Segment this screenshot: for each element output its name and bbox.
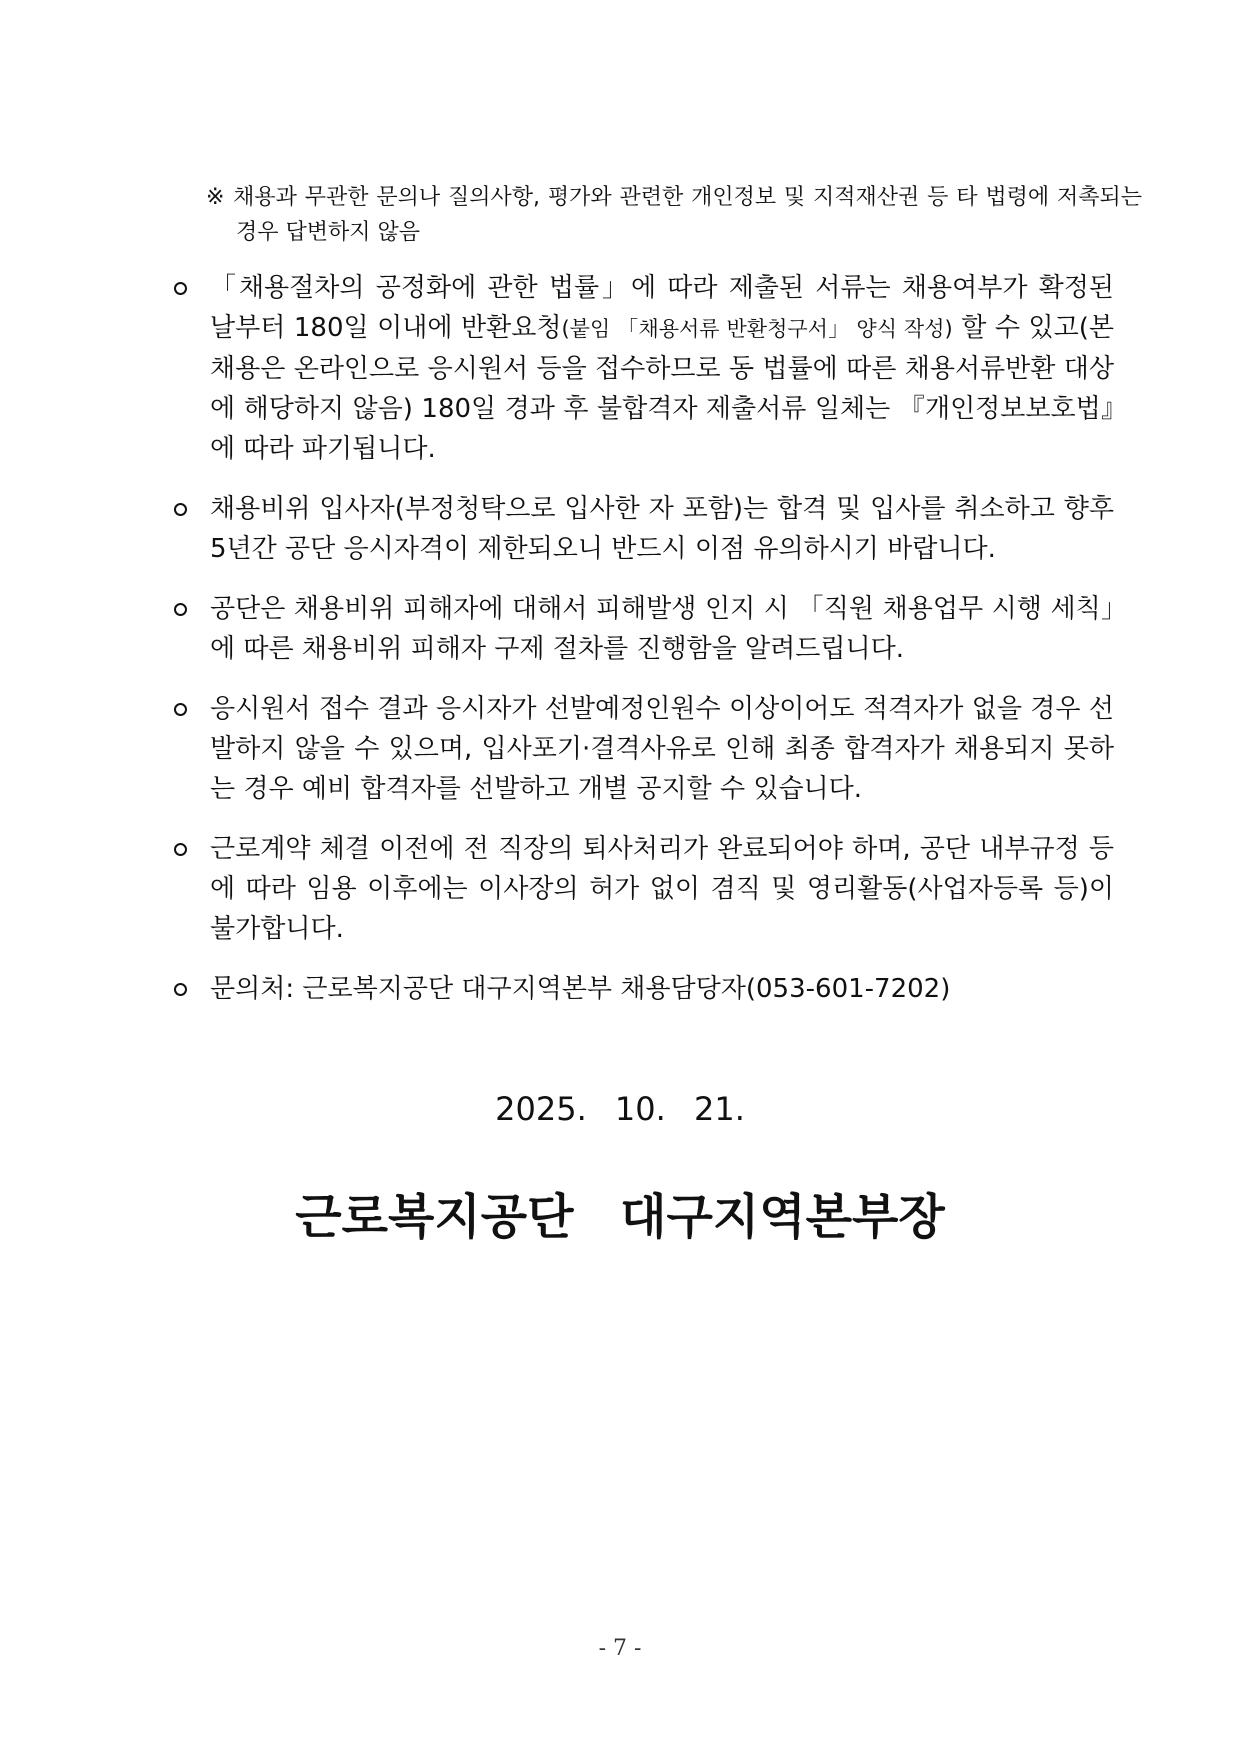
bullet-text: 공단은 채용비위 피해자에 대해서 피해발생 인지 시 「직원 채용업무 시행 세칙」에 따른 채용비위 피해자 구제 절차를 진행함을 알려드립니다. [210, 594, 1114, 664]
bullet-list [174, 268, 1114, 1029]
bullet-resignation-requirement [174, 829, 1114, 949]
bullet-text-small: (붙임 「채용서류 반환청구서」 양식 작성) [561, 317, 953, 341]
circle-bullet-icon [174, 503, 187, 516]
bullet-selection-policy [174, 689, 1114, 809]
circle-bullet-icon [174, 843, 187, 856]
bullet-text-post: 할 수 있고(본 채용은 온라인으로 응시원서 등을 접수하므로 동 법률에 따른 채용서류반환 대상에 해당하지 않음) 180일 경과 후 불합격자 제출서류 일체는 『개인정보보호법』에 따라 파기됩니다. [210, 313, 1114, 464]
page-number: - 7 - [598, 1636, 642, 1661]
bullet-document-return [174, 268, 1114, 469]
bullet-text: 채용비위 입사자(부정청탁으로 입사한 자 포함)는 합격 및 입사를 취소하고 향후 5년간 공단 응시자격이 제한되오니 반드시 이점 유의하시기 바랍니다. [210, 494, 1114, 564]
bullet-text-pre: 「채용절차의 공정화에 관한 법률」에 따라 제출된 서류는 채용여부가 확정된 날부터 180일 이내에 반환요청 [210, 273, 1114, 343]
circle-bullet-icon [174, 983, 187, 996]
bullet-text: 응시원서 접수 결과 응시자가 선발예정인원수 이상이어도 적격자가 없을 경우 선발하지 않을 수 있으며, 입사포기·결격사유로 인해 최종 합격자가 채용되지 못하는 경우 예비 합격자를 선발하고 개별 공지할 수 있습니다. [210, 694, 1114, 804]
notice-footnote: ※ 채용과 무관한 문의나 질의사항, 평가와 관련한 개인정보 및 지적재산권 등 타 법령에 저촉되는 경우 답변하지 않음 [206, 185, 1142, 245]
bullet-hiring-corruption [174, 489, 1114, 569]
circle-bullet-icon [174, 703, 187, 716]
bullet-victim-relief [174, 589, 1114, 669]
issuer-name: 근로복지공단 대구지역본부장 [295, 1189, 945, 1245]
circle-bullet-icon [174, 603, 187, 616]
bullet-text: 문의처: 근로복지공단 대구지역본부 채용담당자(053-601-7202) [210, 974, 951, 1004]
bullet-text: 근로계약 체결 이전에 전 직장의 퇴사처리가 완료되어야 하며, 공단 내부규정 등에 따라 임용 이후에는 이사장의 허가 없이 겸직 및 영리활동(사업자등록 등)이 불가합니다. [210, 834, 1114, 944]
announcement-date: 2025. 10. 21. [495, 1090, 745, 1128]
bullet-contact [174, 969, 1114, 1009]
circle-bullet-icon [174, 282, 187, 295]
